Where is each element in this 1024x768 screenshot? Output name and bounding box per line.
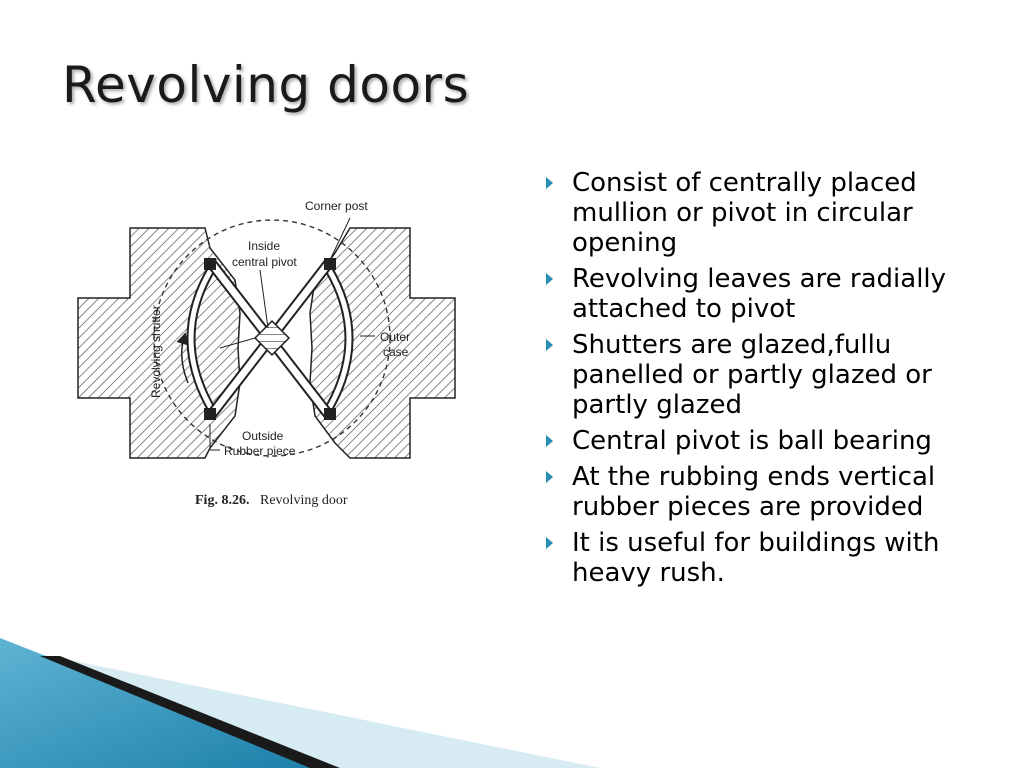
label-outside: Outside: [242, 429, 284, 443]
corner-post-bottom-left: [204, 408, 216, 420]
label-rubber-piece: Rubber piece: [224, 444, 296, 458]
bullet-item: [540, 426, 980, 456]
bullet-item: [540, 330, 980, 420]
label-outer-1: Outer: [380, 330, 411, 344]
bullet-text: Revolving leaves are radially attached to pivot: [572, 264, 947, 324]
triangle-bullet-icon: [546, 339, 553, 351]
bullet-item: [540, 168, 980, 258]
triangle-bullet-icon: [546, 435, 553, 447]
decorative-swoosh: [0, 638, 1024, 768]
bullet-item: [540, 462, 980, 522]
corner-post-top-left: [204, 258, 216, 270]
bullet-text: At the rubbing ends vertical rubber pieces are provided: [572, 462, 936, 522]
figure-caption-text: Revolving door: [260, 493, 348, 508]
label-corner-post: Corner post: [305, 199, 368, 213]
bullet-text: Shutters are glazed,fullu panelled or partly glazed or partly glazed: [572, 330, 932, 420]
label-revolving-shutter: Revolving shutter: [149, 305, 163, 398]
label-outer-2: case: [383, 345, 409, 359]
bullet-text: Central pivot is ball bearing: [572, 426, 932, 456]
label-inside-2: central pivot: [232, 255, 297, 269]
revolving-door-diagram: [60, 188, 480, 518]
label-inside-1: Inside: [248, 239, 281, 253]
triangle-bullet-icon: [546, 177, 553, 189]
triangle-bullet-icon: [546, 471, 553, 483]
bullet-list: [540, 168, 980, 594]
slide-title: Revolving doors: [62, 56, 470, 114]
triangle-bullet-icon: [546, 537, 553, 549]
corner-post-bottom-right: [324, 408, 336, 420]
revolving-door-figure: [60, 188, 480, 518]
bullet-text: It is useful for buildings with heavy rush.: [572, 528, 940, 588]
bullet-item: [540, 528, 980, 588]
triangle-bullet-icon: [546, 273, 553, 285]
figure-caption-number: Fig. 8.26.: [195, 493, 250, 508]
bullet-text: Consist of centrally placed mullion or pivot in circular opening: [572, 168, 917, 258]
bullet-item: [540, 264, 980, 324]
